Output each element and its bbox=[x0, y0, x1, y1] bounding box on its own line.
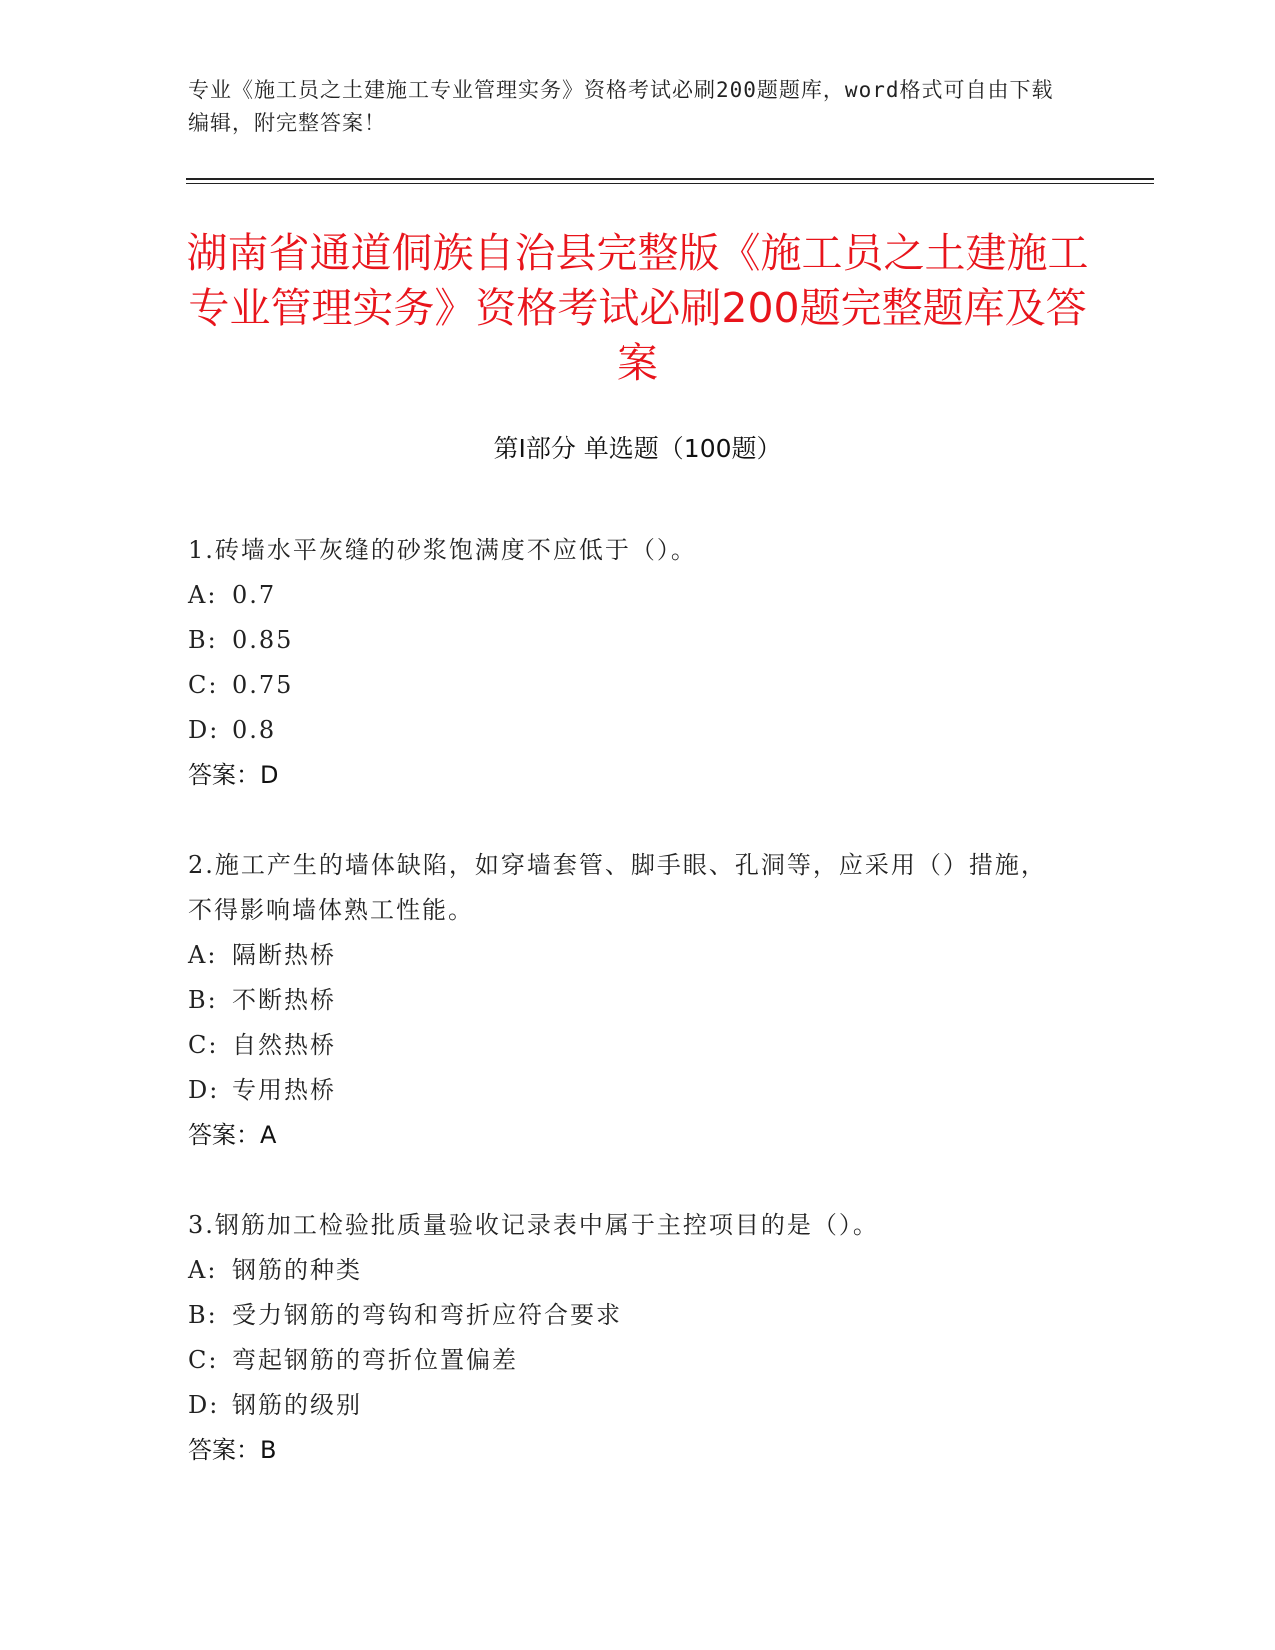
header-note: 专业《施工员之土建施工专业管理实务》资格考试必刷200题题库，word格式可自由下载编辑，附完整答案！ bbox=[188, 78, 1054, 135]
option-text: 钢筋的级别 bbox=[232, 1391, 362, 1419]
option-text: 自然热桥 bbox=[232, 1031, 336, 1059]
option-c bbox=[188, 1338, 1068, 1383]
option-text: 0.7 bbox=[232, 581, 277, 609]
question-2 bbox=[188, 843, 1068, 1158]
option-key: D: bbox=[188, 1076, 220, 1104]
question-1 bbox=[188, 528, 1068, 798]
option-text: 弯起钢筋的弯折位置偏差 bbox=[232, 1346, 518, 1374]
option-a bbox=[188, 1248, 1068, 1293]
question-answer: 答案：A bbox=[188, 1121, 277, 1149]
header-rule-thin bbox=[186, 183, 1154, 184]
option-text: 不断热桥 bbox=[232, 986, 336, 1014]
question-stem: 2.施工产生的墙体缺陷，如穿墙套管、脚手眼、孔洞等，应采用（）措施，不得影响墙体熟工性能。 bbox=[188, 851, 1047, 924]
option-text: 隔断热桥 bbox=[232, 941, 336, 969]
option-text: 钢筋的种类 bbox=[232, 1256, 362, 1284]
option-text: 0.75 bbox=[232, 671, 294, 699]
option-text: 专用热桥 bbox=[232, 1076, 336, 1104]
option-d bbox=[188, 1068, 1068, 1113]
option-key: C: bbox=[188, 1031, 219, 1059]
option-b bbox=[188, 978, 1068, 1023]
option-key: A: bbox=[188, 581, 218, 609]
option-c bbox=[188, 663, 1068, 708]
option-key: B: bbox=[188, 626, 218, 654]
header-rule-thick bbox=[186, 178, 1154, 180]
option-key: C: bbox=[188, 1346, 219, 1374]
option-a bbox=[188, 573, 1068, 618]
option-key: B: bbox=[188, 1301, 218, 1329]
document-title: 湖南省通道侗族自治县完整版《施工员之土建施工专业管理实务》资格考试必刷200题完整题库及答案 bbox=[186, 229, 1089, 387]
option-d bbox=[188, 1383, 1068, 1428]
option-key: A: bbox=[188, 1256, 218, 1284]
question-answer: 答案：B bbox=[188, 1436, 277, 1464]
question-3 bbox=[188, 1203, 1068, 1473]
question-stem: 1.砖墙水平灰缝的砂浆饱满度不应低于（）。 bbox=[188, 536, 697, 564]
option-text: 0.8 bbox=[232, 716, 277, 744]
option-d bbox=[188, 708, 1068, 753]
question-list bbox=[188, 528, 1068, 1518]
option-key: B: bbox=[188, 986, 218, 1014]
option-key: D: bbox=[188, 716, 220, 744]
section-heading: 第Ⅰ部分 单选题（100题） bbox=[493, 434, 782, 463]
option-key: C: bbox=[188, 671, 219, 699]
option-key: D: bbox=[188, 1391, 220, 1419]
option-b bbox=[188, 1293, 1068, 1338]
option-key: A: bbox=[188, 941, 218, 969]
option-text: 受力钢筋的弯钩和弯折应符合要求 bbox=[232, 1301, 622, 1329]
question-stem: 3.钢筋加工检验批质量验收记录表中属于主控项目的是（）。 bbox=[188, 1211, 879, 1239]
option-a bbox=[188, 933, 1068, 978]
option-c bbox=[188, 1023, 1068, 1068]
option-text: 0.85 bbox=[232, 626, 294, 654]
option-b bbox=[188, 618, 1068, 663]
question-answer: 答案：D bbox=[188, 761, 279, 789]
